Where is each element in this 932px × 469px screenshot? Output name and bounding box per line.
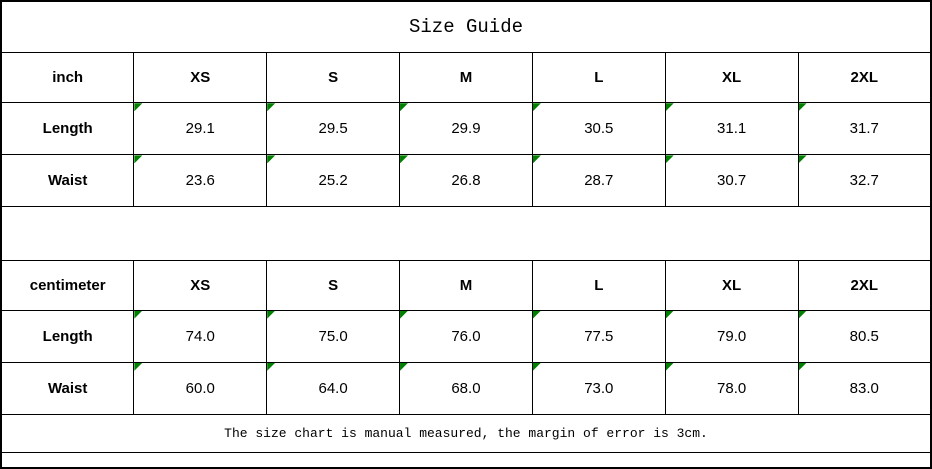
- size-header-m: M: [400, 260, 533, 310]
- cell-marker-icon: [533, 155, 541, 163]
- value-cell: [532, 155, 665, 207]
- size-header-2xl: 2XL: [798, 53, 931, 103]
- cell-marker-icon: [666, 311, 674, 319]
- value-text: 29.9: [451, 120, 481, 138]
- cell-marker-icon: [267, 363, 275, 371]
- cell-marker-icon: [134, 103, 142, 111]
- bottom-spacer-row: [1, 452, 931, 468]
- size-header-xl: XL: [665, 53, 798, 103]
- cell-marker-icon: [267, 155, 275, 163]
- size-header-xs: XS: [134, 260, 267, 310]
- value-cell: [532, 310, 665, 362]
- value-text: 76.0: [451, 327, 481, 345]
- value-cell: [134, 103, 267, 155]
- value-text: 80.5: [849, 327, 879, 345]
- size-header-xl: XL: [665, 260, 798, 310]
- cell-marker-icon: [134, 155, 142, 163]
- value-text: 68.0: [451, 379, 481, 397]
- value-text: 30.5: [584, 120, 614, 138]
- value-cell: [532, 362, 665, 414]
- value-text: 31.7: [849, 120, 879, 138]
- cell-marker-icon: [666, 103, 674, 111]
- cell-marker-icon: [400, 155, 408, 163]
- row-label-waist-inch: Waist: [1, 155, 134, 207]
- cell-marker-icon: [267, 103, 275, 111]
- value-cell: [134, 310, 267, 362]
- value-cell: [134, 362, 267, 414]
- value-text: 60.0: [185, 379, 215, 397]
- value-text: 30.7: [717, 172, 747, 190]
- value-cell: [267, 362, 400, 414]
- value-text: 77.5: [584, 327, 614, 345]
- cell-marker-icon: [533, 363, 541, 371]
- value-cell: [665, 103, 798, 155]
- cell-marker-icon: [267, 311, 275, 319]
- value-text: 26.8: [451, 172, 481, 190]
- unit-header-inch: inch: [1, 53, 134, 103]
- value-text: 79.0: [717, 327, 747, 345]
- spacer-row: [1, 207, 931, 260]
- table-title: Size Guide: [1, 1, 931, 53]
- row-label-length-inch: Length: [1, 103, 134, 155]
- cell-marker-icon: [799, 311, 807, 319]
- cell-marker-icon: [799, 363, 807, 371]
- value-cell: [267, 103, 400, 155]
- value-text: 78.0: [717, 379, 747, 397]
- cell-marker-icon: [400, 363, 408, 371]
- value-cell: [267, 310, 400, 362]
- footer-note: The size chart is manual measured, the margin of error is 3cm.: [1, 414, 931, 452]
- row-label-waist-cm: Waist: [1, 362, 134, 414]
- size-header-l: L: [532, 260, 665, 310]
- size-header-l: L: [532, 53, 665, 103]
- cell-marker-icon: [134, 363, 142, 371]
- cell-marker-icon: [799, 155, 807, 163]
- unit-header-centimeter: centimeter: [1, 260, 134, 310]
- value-cell: [665, 362, 798, 414]
- value-cell: [134, 155, 267, 207]
- value-cell: [532, 103, 665, 155]
- value-cell: [267, 155, 400, 207]
- value-text: 25.2: [318, 172, 348, 190]
- cell-marker-icon: [400, 103, 408, 111]
- row-label-length-cm: Length: [1, 310, 134, 362]
- value-text: 29.5: [318, 120, 348, 138]
- value-text: 32.7: [849, 172, 879, 190]
- value-cell: [798, 155, 931, 207]
- value-text: 73.0: [584, 379, 614, 397]
- value-cell: [665, 310, 798, 362]
- value-cell: [400, 103, 533, 155]
- value-text: 83.0: [849, 379, 879, 397]
- value-text: 31.1: [717, 120, 747, 138]
- value-text: 75.0: [318, 327, 348, 345]
- value-cell: [400, 362, 533, 414]
- value-cell: [400, 155, 533, 207]
- cell-marker-icon: [666, 155, 674, 163]
- value-cell: [798, 310, 931, 362]
- size-header-s: S: [267, 53, 400, 103]
- cell-marker-icon: [134, 311, 142, 319]
- size-header-s: S: [267, 260, 400, 310]
- value-cell: [665, 155, 798, 207]
- size-header-2xl: 2XL: [798, 260, 931, 310]
- value-cell: [798, 103, 931, 155]
- cell-marker-icon: [666, 363, 674, 371]
- value-text: 64.0: [318, 379, 348, 397]
- value-text: 29.1: [185, 120, 215, 138]
- value-text: 23.6: [185, 172, 215, 190]
- cell-marker-icon: [533, 103, 541, 111]
- value-text: 28.7: [584, 172, 614, 190]
- value-cell: [400, 310, 533, 362]
- size-header-xs: XS: [134, 53, 267, 103]
- cell-marker-icon: [400, 311, 408, 319]
- value-cell: [798, 362, 931, 414]
- value-text: 74.0: [185, 327, 215, 345]
- size-header-m: M: [400, 53, 533, 103]
- cell-marker-icon: [799, 103, 807, 111]
- cell-marker-icon: [533, 311, 541, 319]
